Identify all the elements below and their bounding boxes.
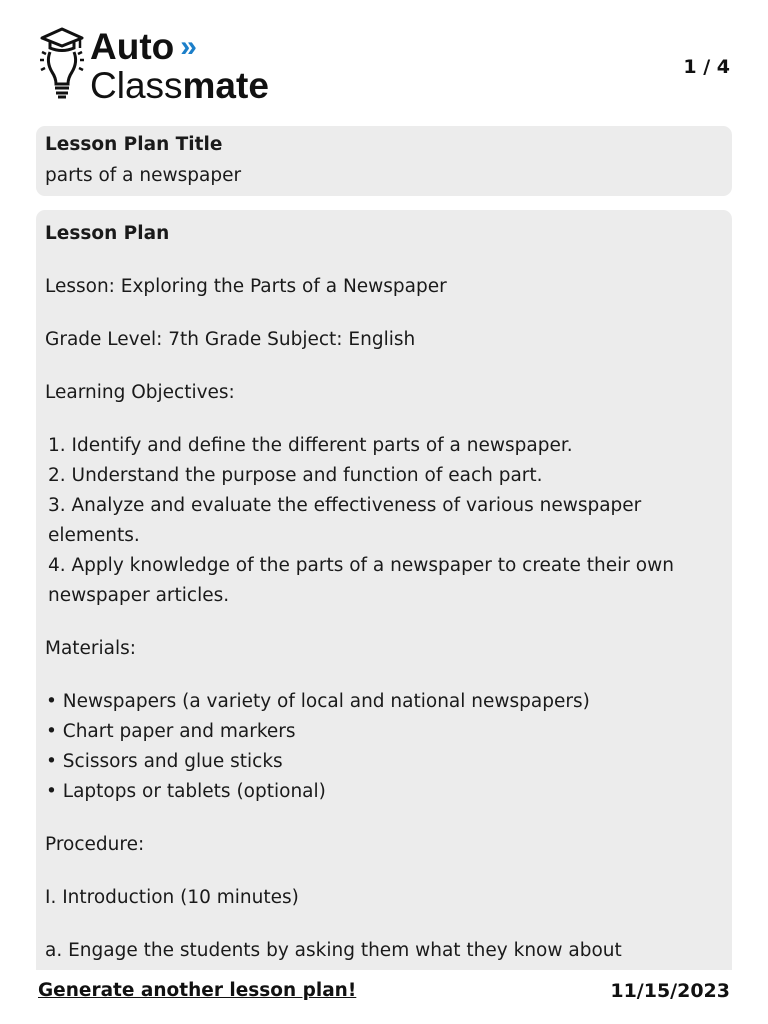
objectives-heading: Learning Objectives:	[45, 382, 235, 403]
list-item: 4. Apply knowledge of the parts of a newspaper to create their own newspaper articles.	[48, 555, 674, 606]
materials-list	[45, 687, 723, 807]
objectives-list	[45, 431, 723, 611]
list-item: 3. Analyze and evaluate the effectiveness of various newspaper elements.	[48, 495, 642, 546]
brand-logo	[38, 26, 269, 104]
double-chevron-icon: »	[180, 29, 197, 63]
lesson-title-label: Lesson Plan Title	[45, 134, 223, 155]
lesson-title-value: parts of a newspaper	[45, 165, 242, 186]
brand-wordmark	[90, 26, 269, 104]
brand-mate-text: mate	[182, 65, 269, 106]
materials-heading: Materials:	[45, 638, 137, 659]
list-item: • Newspapers (a variety of local and national newspapers)	[46, 691, 590, 712]
header	[38, 26, 730, 106]
lesson-title-card	[36, 126, 732, 196]
list-item: 1. Identify and define the different parts of a newspaper.	[48, 435, 573, 456]
brand-auto-text: Auto	[90, 26, 175, 67]
brand-line1	[90, 28, 269, 65]
procedure-heading: Procedure:	[45, 834, 145, 855]
lesson-plan-content	[45, 210, 723, 970]
lightbulb-graduation-cap-icon	[38, 26, 86, 102]
lesson-plan-heading: Lesson Plan	[45, 223, 170, 244]
lesson-name: Lesson: Exploring the Parts of a Newspaper	[45, 276, 447, 297]
list-item: • Scissors and glue sticks	[46, 751, 283, 772]
grade-subject: Grade Level: 7th Grade Subject: English	[45, 329, 416, 350]
intro-step-a: a. Engage the students by asking them what they know about	[45, 940, 622, 961]
list-item: • Laptops or tablets (optional)	[46, 781, 326, 802]
lesson-plan-card	[36, 210, 732, 970]
brand-line2	[90, 67, 269, 104]
list-item: 2. Understand the purpose and function of each part.	[48, 465, 543, 486]
generate-another-link[interactable]: Generate another lesson plan!	[38, 980, 357, 1001]
page-indicator: 1 / 4	[683, 56, 730, 78]
brand-class-text: Class	[90, 65, 183, 106]
intro-heading: I. Introduction (10 minutes)	[45, 887, 299, 908]
list-item: • Chart paper and markers	[46, 721, 296, 742]
date-label: 11/15/2023	[610, 980, 730, 1002]
